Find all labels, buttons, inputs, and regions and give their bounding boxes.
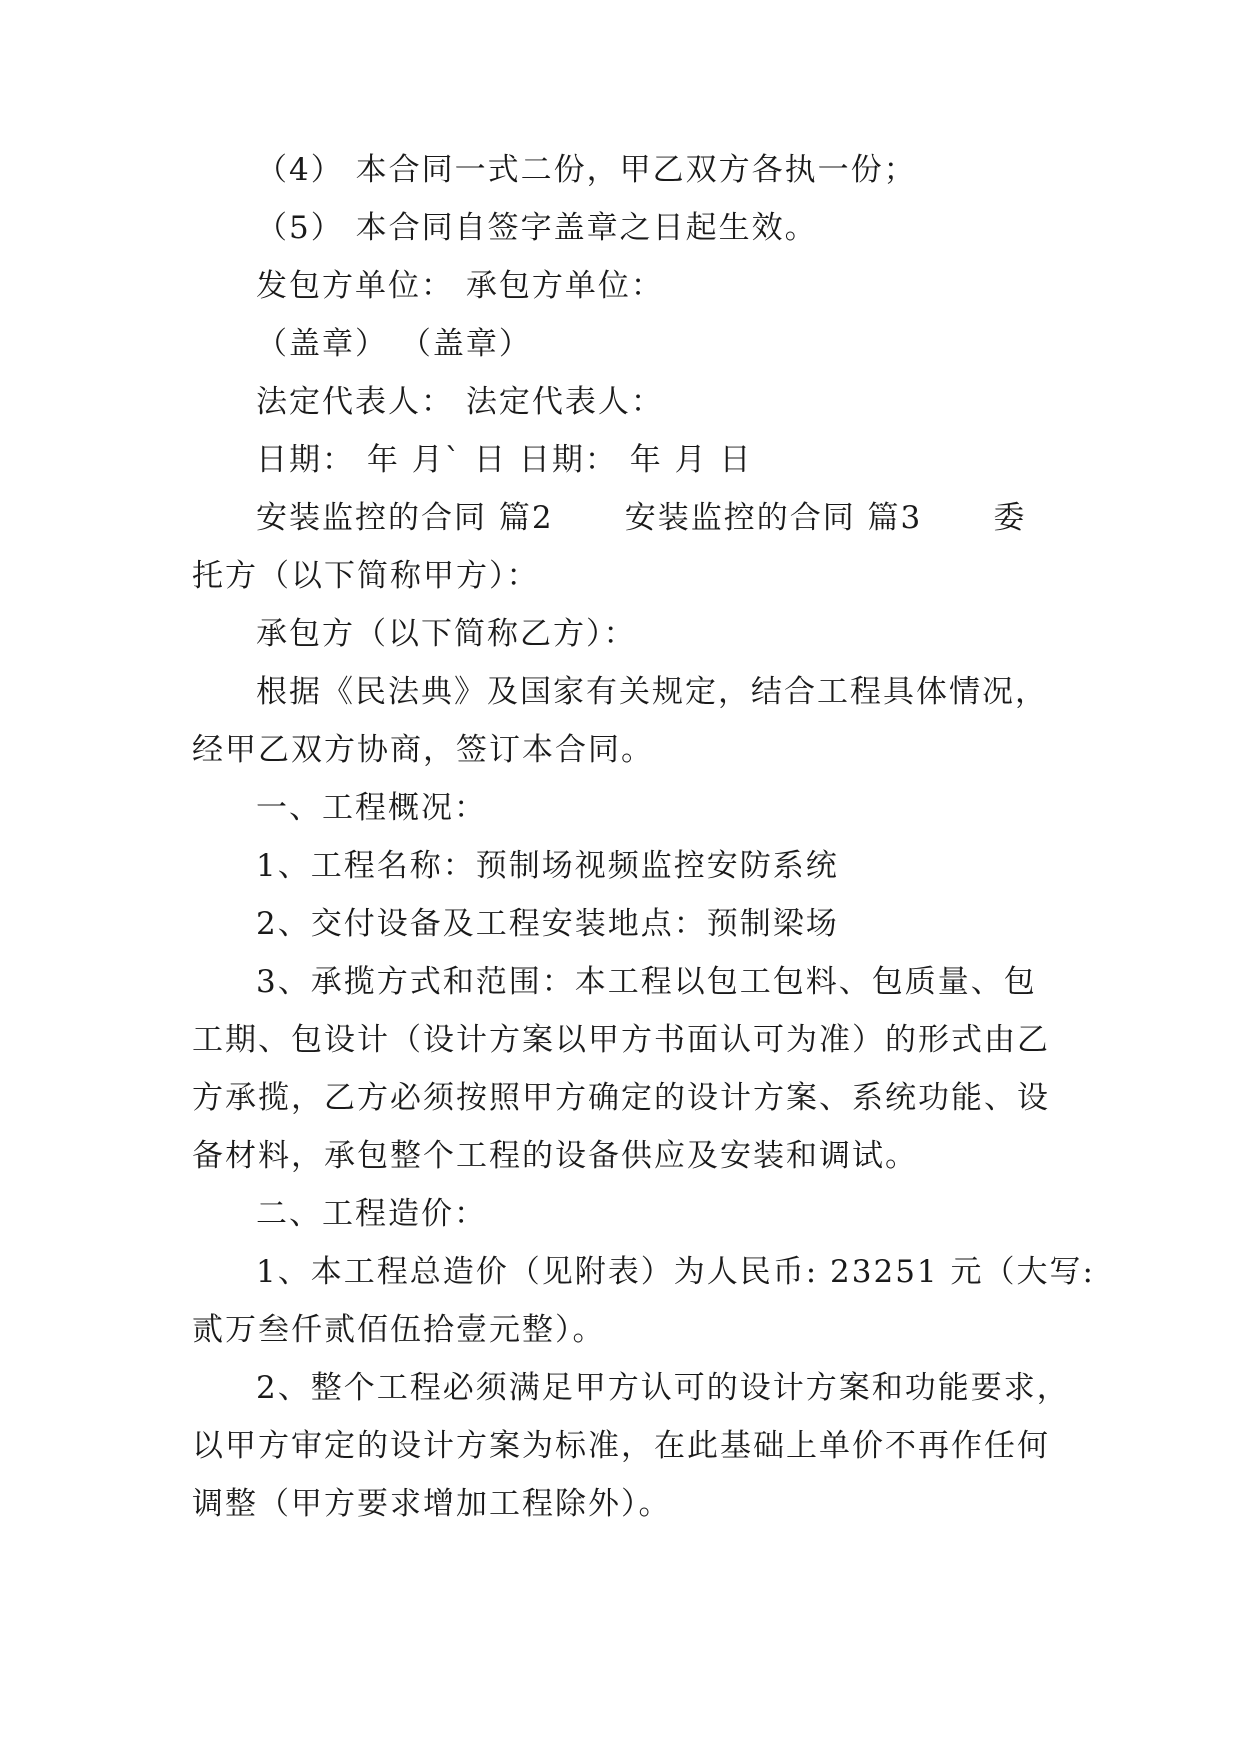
section-2-heading: 二、工程造价： (256, 1196, 487, 1232)
requirements-line-1: 2、整个工程必须满足甲方认可的设计方案和功能要求， (256, 1370, 1070, 1406)
date-line: 日期： 年 月` 日 日期： 年 月 日 (256, 442, 753, 478)
clause-4: （4） 本合同一式二份，甲乙双方各执一份； (256, 152, 917, 188)
total-cost-line-1: 1、本工程总造价（见附表）为人民币: 23251 元（大写: (256, 1254, 1095, 1290)
scope-line-2: 工期、包设计（设计方案以甲方书面认可为准）的形式由乙 (192, 1022, 1050, 1058)
scope-line-4: 备材料，承包整个工程的设备供应及安装和调试。 (192, 1138, 918, 1174)
legal-representatives: 法定代表人： 法定代表人： (256, 384, 664, 420)
scope-line-3: 方承揽，乙方必须按照甲方确定的设计方案、系统功能、设 (192, 1080, 1050, 1116)
party-units: 发包方单位： 承包方单位： (256, 268, 664, 304)
basis-paragraph-line-2: 经甲乙双方协商，签订本合同。 (192, 732, 654, 768)
basis-paragraph-line-1: 根据《民法典》及国家有关规定，结合工程具体情况， (256, 674, 1048, 710)
scope-line-1: 3、承揽方式和范围：本工程以包工包料、包质量、包 (256, 964, 1037, 1000)
project-name: 1、工程名称：预制场视频监控安防系统 (256, 848, 839, 884)
client-party: 托方（以下简称甲方）： (192, 558, 540, 594)
requirements-line-3: 调整（甲方要求增加工程除外）。 (192, 1486, 672, 1522)
seal-line: （盖章） （盖章） (256, 326, 532, 362)
clause-5: （5） 本合同自签字盖章之日起生效。 (256, 210, 818, 246)
requirements-line-2: 以甲方审定的设计方案为标准，在此基础上单价不再作任何 (192, 1428, 1050, 1464)
section-1-heading: 一、工程概况： (256, 790, 487, 826)
section-headings: 安装监控的合同 篇2 安装监控的合同 篇3 委 (256, 500, 1027, 536)
contractor-party: 承包方（以下简称乙方）： (256, 616, 637, 652)
delivery-location: 2、交付设备及工程安装地点：预制梁场 (256, 906, 839, 942)
total-cost-line-2: 贰万叁仟贰佰伍拾壹元整）。 (192, 1312, 606, 1348)
